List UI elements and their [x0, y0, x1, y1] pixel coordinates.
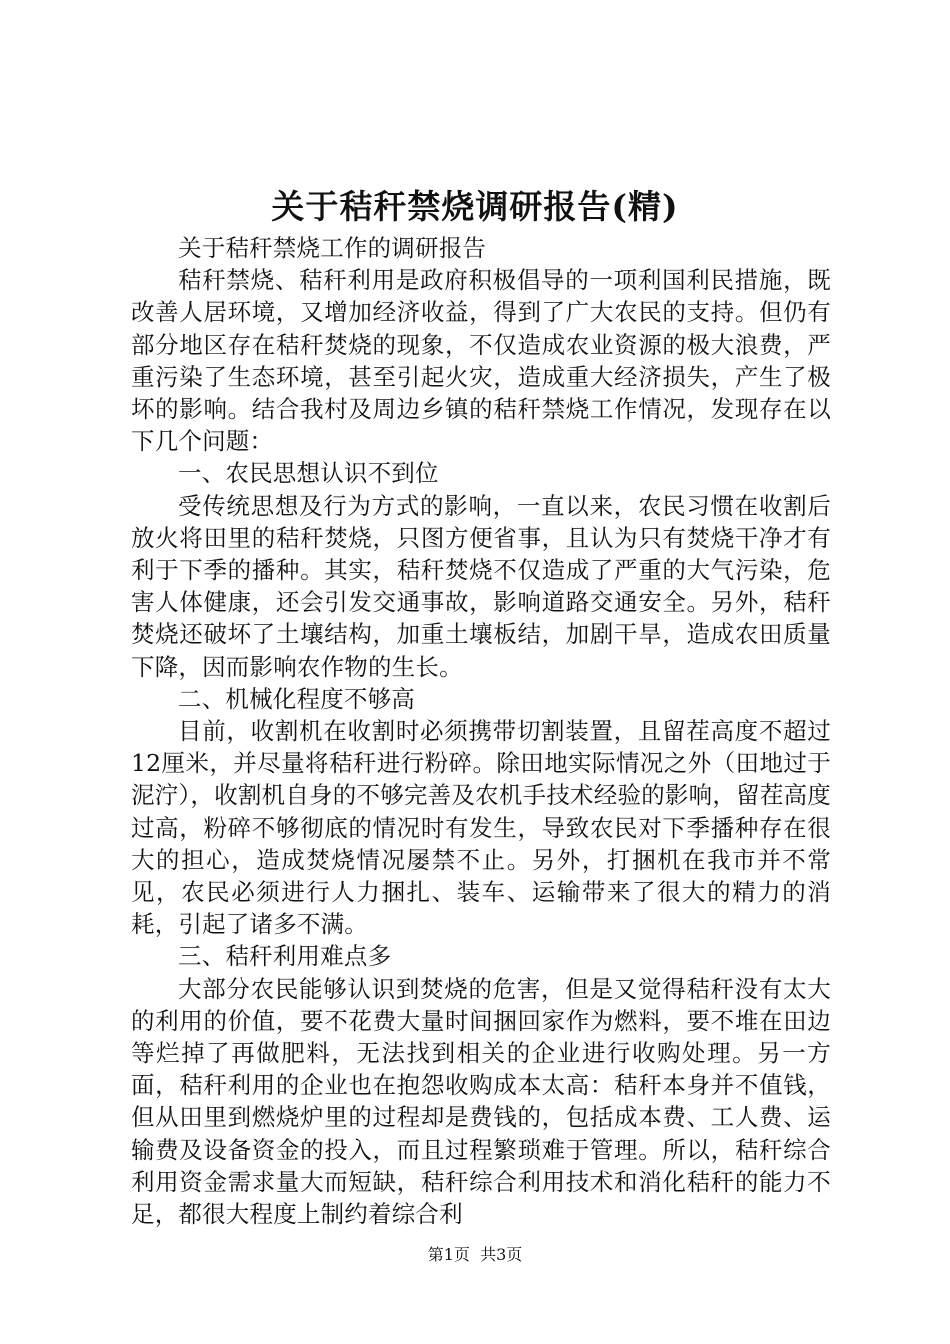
- section-paragraph-1: 受传统思想及行为方式的影响，一直以来，农民习惯在收割后放火将田里的秸秆焚烧，只图方便省事，且认为只有焚烧干净才有利于下季的播种。其实，秸秆焚烧不仅造成了严重的大气污染，危害人体健康，还会引发交通事故，影响道路交通安全。另外，秸秆焚烧还破坏了土壤结构，加重土壤板结，加剧干旱，造成农田质量下降，因而影响农作物的生长。: [131, 491, 831, 681]
- report-subtitle: 关于秸秆禁烧工作的调研报告: [178, 234, 487, 262]
- section-heading-3: 三、秸秆利用难点多: [178, 942, 392, 971]
- page-footer: [0, 1244, 950, 1266]
- intro-paragraph: 秸秆禁烧、秸秆利用是政府积极倡导的一项利国利民措施，既改善人居环境，又增加经济收益，得到了广大农民的支持。但仍有部分地区存在秸秆焚烧的现象，不仅造成农业资源的极大浪费，严重污染了生态环境，甚至引起火灾，造成重大经济损失，产生了极坏的影响。结合我村及周边乡镇的秸秆禁烧工作情况，发现存在以下几个问题：: [131, 266, 831, 456]
- section-paragraph-2: 目前，收割机在收割时必须携带切割装置，且留茬高度不超过12厘米，并尽量将秸秆进行粉碎。除田地实际情况之外（田地过于泥泞），收割机自身的不够完善及农机手技术经验的影响，留茬高度过高，粉碎不够彻底的情况时有发生，导致农民对下季播种存在很大的担心，造成焚烧情况屡禁不止。另外，打捆机在我市并不常见，农民必须进行人力捆扎、装车、运输带来了很大的精力的消耗，引起了诸多不满。: [131, 717, 831, 939]
- page-number: 第1页: [427, 1245, 470, 1264]
- total-pages: 共3页: [480, 1245, 523, 1264]
- document-title: 关于秸秆禁烧调研报告(精): [271, 187, 679, 226]
- section-heading-2: 二、机械化程度不够高: [178, 684, 415, 713]
- document-body: [131, 232, 831, 1230]
- footer-separator: [470, 1245, 480, 1264]
- section-paragraph-3: 大部分农民能够认识到焚烧的危害，但是又觉得秸秆没有太大的利用的价值，要不花费大量时间捆回家作为燃料，要不堆在田边等烂掉了再做肥料，无法找到相关的企业进行收购处理。另一方面，秸秆利用的企业也在抱怨收购成本太高：秸秆本身并不值钱，但从田里到燃烧炉里的过程却是费钱的，包括成本费、工人费、运输费及设备资金的投入，而且过程繁琐难于管理。所以，秸秆综合利用资金需求量大而短缺，秸秆综合利用技术和消化秸秆的能力不足，都很大程度上制约着综合利: [131, 974, 831, 1229]
- section-heading-1: 一、农民思想认识不到位: [178, 459, 439, 488]
